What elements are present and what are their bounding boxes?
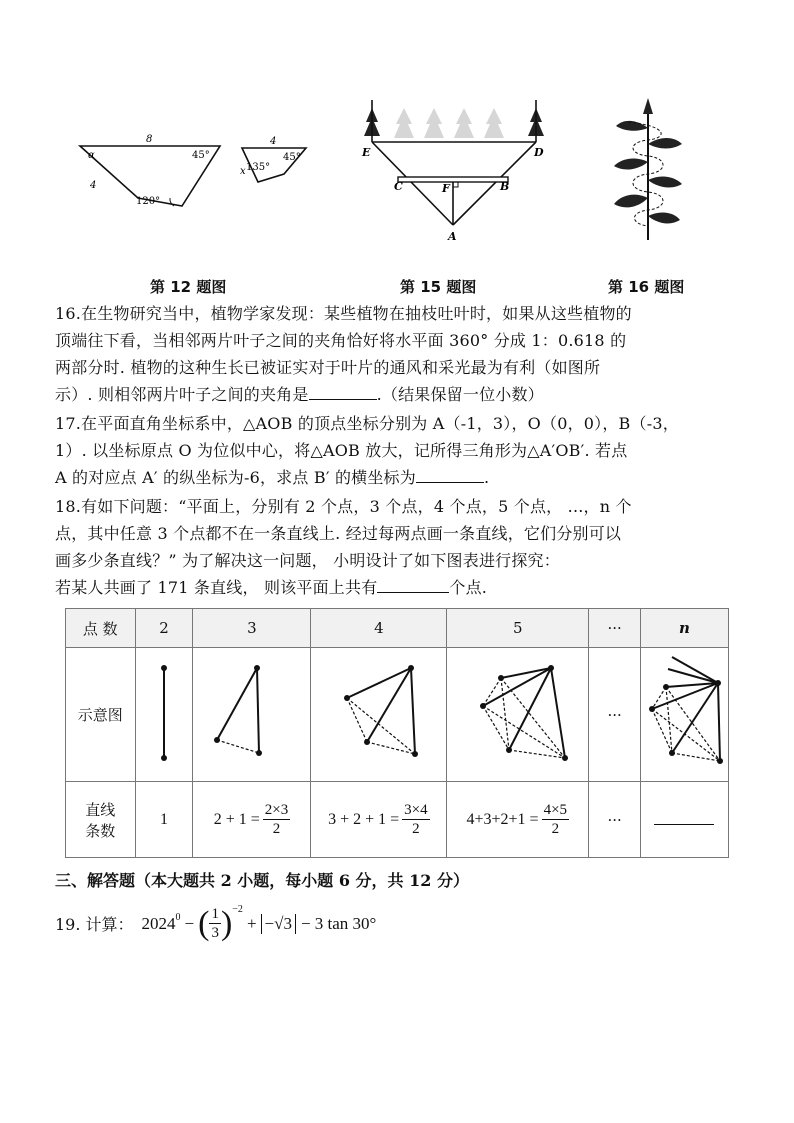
count-4-lhs: 3 + 2 + 1 = bbox=[328, 810, 400, 828]
count-5-num: 4×5 bbox=[543, 802, 568, 818]
diagram-row-label: 示意图 bbox=[66, 648, 136, 782]
q19-base: 2024 bbox=[141, 913, 176, 933]
table-header-row bbox=[66, 609, 729, 648]
fig12-angle-45: 45° bbox=[192, 150, 210, 161]
diagram-3-points bbox=[193, 648, 311, 782]
q18-line3: 画多少条直线？” 为了解决这一问题， 小明设计了如下图表进行探究： bbox=[55, 551, 560, 570]
section-3-heading: 三、解答题（本大题共 2 小题，每小题 6 分，共 12 分） bbox=[55, 871, 469, 890]
q19-frac-den: 3 bbox=[211, 925, 219, 941]
question-16 bbox=[55, 300, 770, 408]
count-4-den: 2 bbox=[412, 821, 420, 837]
fig12-angle-120: 120° bbox=[136, 196, 161, 207]
fig15-C: C bbox=[394, 180, 403, 193]
count-n-blank[interactable] bbox=[640, 782, 728, 858]
header-cell: 3 bbox=[193, 609, 311, 648]
count-n-underline[interactable] bbox=[654, 814, 714, 825]
q19-plus: + bbox=[246, 913, 257, 933]
count-row-label-1: 直线 bbox=[85, 800, 116, 819]
count-row-label bbox=[66, 782, 136, 858]
q19-abs: −√3 bbox=[261, 914, 296, 934]
count-3-num: 2×3 bbox=[264, 802, 289, 818]
q18-line4 bbox=[55, 574, 770, 601]
exploration-table bbox=[65, 608, 729, 858]
diagram-2-points bbox=[135, 648, 193, 782]
count-ellipsis: ··· bbox=[589, 782, 641, 858]
question-17 bbox=[55, 410, 770, 491]
question-19 bbox=[55, 905, 376, 942]
q19-minus: − bbox=[184, 913, 195, 933]
count-row-label-2: 条数 bbox=[85, 821, 116, 840]
q16-line2: 顶端往下看，当相邻两片叶子之间的夹角恰好将水平面 360° 分成 1：0.618 的 bbox=[55, 331, 627, 350]
q19-fraction bbox=[209, 905, 221, 942]
count-3-lhs: 2 + 1 = bbox=[213, 810, 260, 828]
table-diagram-row bbox=[66, 648, 729, 782]
count-3-den: 2 bbox=[272, 821, 281, 837]
fig12-small-135: 135° bbox=[246, 162, 271, 173]
fig12-small-top: 4 bbox=[270, 136, 277, 147]
count-4 bbox=[311, 782, 447, 858]
q19-frac-num: 1 bbox=[211, 906, 219, 922]
fig12-small-45: 45° bbox=[283, 152, 301, 163]
q18-line2: 点，其中任意 3 个点都不在一条直线上. 经过每两点画一条直线，它们分别可以 bbox=[55, 524, 622, 543]
q16-line4-a: 示）. 则相邻两片叶子之间的夹角是 bbox=[55, 385, 309, 404]
q17-line1: 17.在平面直角坐标系中，△AOB 的顶点坐标分别为 A（-1，3），O（0，0），B（-3， bbox=[55, 414, 679, 433]
count-5-lhs: 4+3+2+1 = bbox=[466, 810, 539, 828]
count-5-den: 2 bbox=[551, 821, 560, 837]
fig15-E: E bbox=[362, 146, 371, 159]
q19-left-paren: ( bbox=[198, 904, 210, 942]
fig12-alpha: α bbox=[88, 150, 95, 161]
fig12-small-x: x bbox=[240, 166, 246, 177]
header-cell: 2 bbox=[135, 609, 193, 648]
diagram-n-points bbox=[640, 648, 728, 782]
q18-answer-blank[interactable] bbox=[377, 574, 449, 593]
fig12-left-len: 4 bbox=[90, 180, 97, 191]
q18-line4-a: 若某人共画了 171 条直线， 则该平面上共有 bbox=[55, 578, 378, 597]
q18-line1: 18.有如下问题：“平面上，分别有 2 个点，3 个点，4 个点，5 个点， ...，n 个 bbox=[55, 497, 632, 516]
q16-line3: 两部分时. 植物的这种生长已被证实对于叶片的通风和采光最为有利（如图所 bbox=[55, 358, 601, 377]
q18-line4-b: 个点. bbox=[449, 578, 488, 597]
fig15-B: B bbox=[500, 180, 510, 193]
figure-16 bbox=[608, 98, 688, 243]
fig12-top-len: 8 bbox=[146, 134, 153, 145]
q19-tail: − 3 tan 30° bbox=[300, 913, 377, 933]
caption-fig16: 第 16 题图 bbox=[608, 278, 685, 296]
count-3 bbox=[193, 782, 311, 858]
header-cell: ··· bbox=[589, 609, 641, 648]
q16-line1: 16.在生物研究当中，植物学家发现：某些植物在抽枝吐叶时，如果从这些植物的 bbox=[55, 304, 632, 323]
q17-line3 bbox=[55, 464, 770, 491]
count-2: 1 bbox=[135, 782, 193, 858]
q17-line2: 1）. 以坐标原点 O 为位似中心，将△AOB 放大，记所得三角形为△A′OB′. 若点 bbox=[55, 441, 628, 460]
q17-answer-blank[interactable] bbox=[416, 464, 484, 483]
count-5 bbox=[447, 782, 589, 858]
diagram-5-points bbox=[447, 648, 589, 782]
q17-line3-a: A 的对应点 A′ 的纵坐标为-6，求点 B′ 的横坐标为 bbox=[55, 468, 416, 487]
diagram-4-points bbox=[311, 648, 447, 782]
header-cell: 点 数 bbox=[66, 609, 136, 648]
header-cell: n bbox=[640, 609, 728, 648]
figure-12 bbox=[70, 130, 320, 220]
diagram-ellipsis: ··· bbox=[589, 648, 641, 782]
caption-fig12: 第 12 题图 bbox=[150, 278, 227, 296]
q19-expression bbox=[142, 905, 377, 942]
count-4-num: 3×4 bbox=[404, 802, 428, 818]
q16-line4-b: .（结果保留一位小数） bbox=[376, 385, 544, 404]
header-cell: 4 bbox=[311, 609, 447, 648]
q19-exp-neg2: −2 bbox=[232, 904, 243, 915]
fig15-F: F bbox=[442, 182, 450, 195]
fig15-A: A bbox=[448, 230, 457, 243]
q17-line3-b: . bbox=[483, 468, 490, 487]
caption-fig15: 第 15 题图 bbox=[400, 278, 477, 296]
header-cell: 5 bbox=[447, 609, 589, 648]
question-18 bbox=[55, 493, 770, 601]
fig15-D: D bbox=[534, 146, 544, 159]
q16-line4 bbox=[55, 381, 770, 408]
figure-15 bbox=[358, 100, 550, 245]
table-count-row bbox=[66, 782, 729, 858]
q19-right-paren: ) bbox=[220, 904, 233, 942]
q16-answer-blank[interactable] bbox=[309, 381, 377, 400]
q19-label: 19. 计算： bbox=[55, 915, 134, 934]
q19-exp0: 0 bbox=[175, 912, 181, 923]
